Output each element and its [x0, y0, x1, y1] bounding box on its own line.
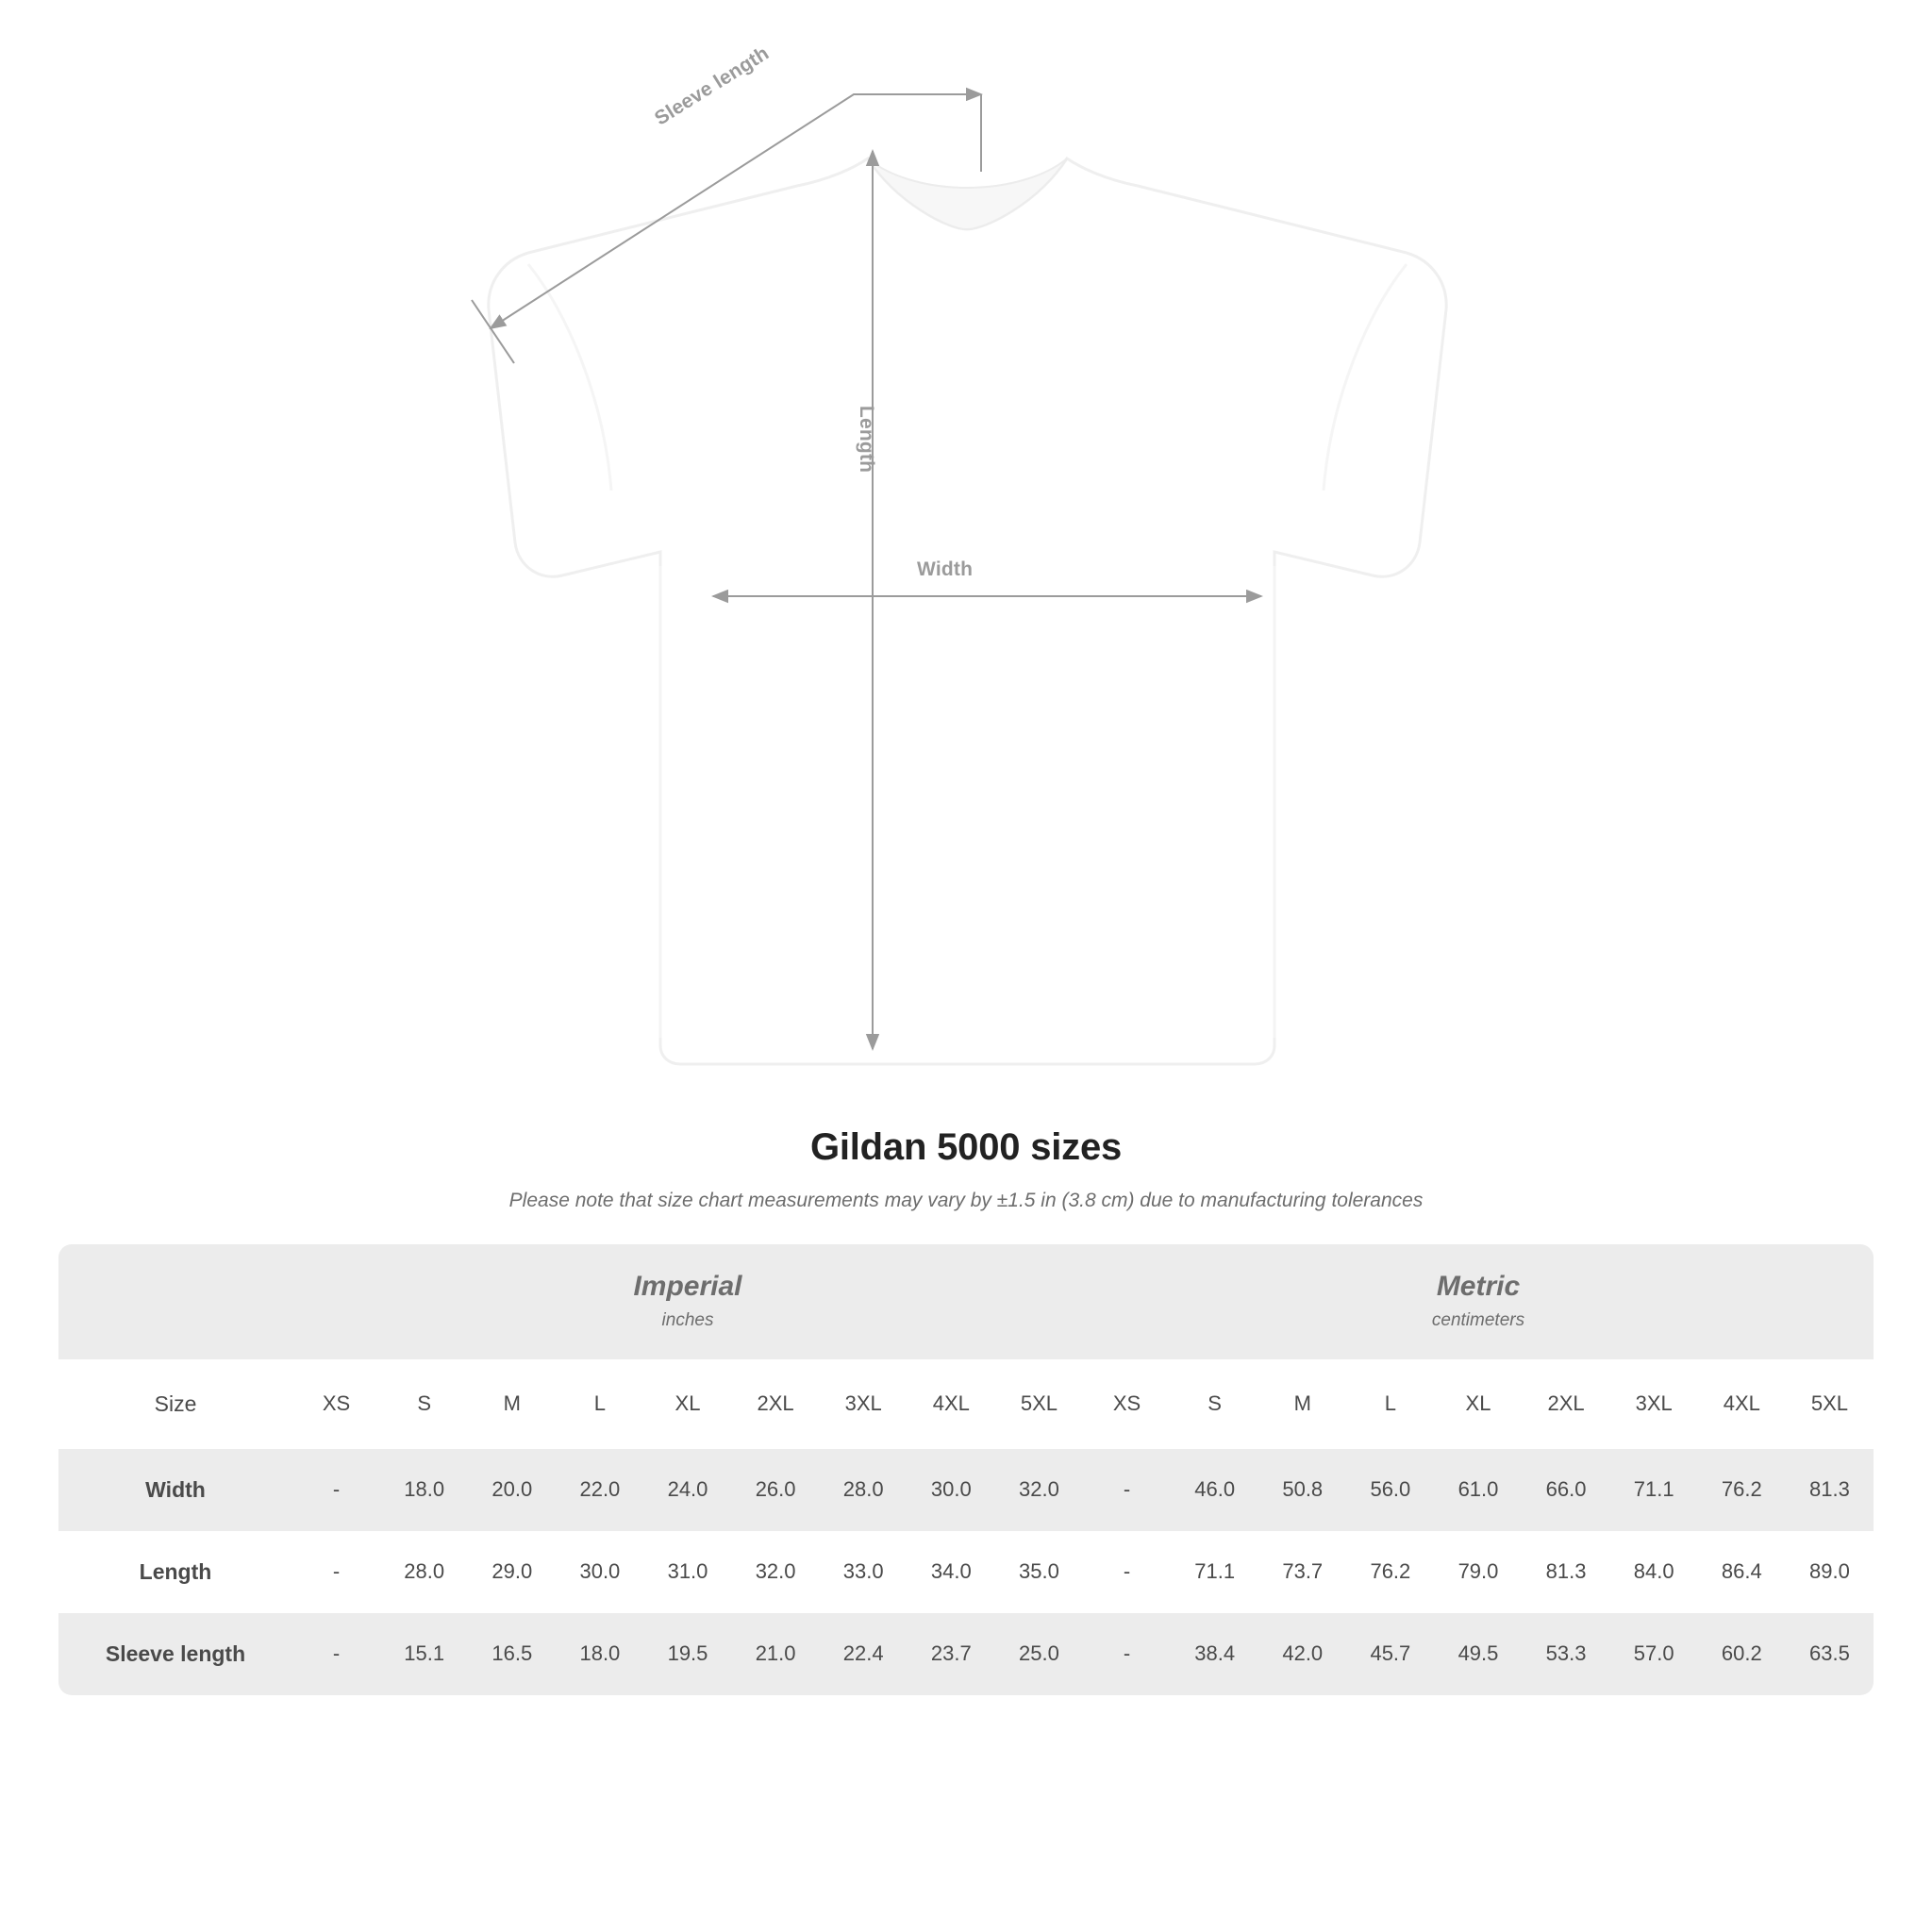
cell-length-metric-3xl: 84.0: [1610, 1531, 1698, 1613]
cell-length-imperial-xs: -: [292, 1531, 380, 1613]
size-header-imperial-l: L: [556, 1359, 643, 1449]
size-table: [58, 1244, 1874, 1695]
cell-width-metric-m: 50.8: [1258, 1449, 1346, 1531]
cell-sleeve-metric-5xl: 63.5: [1786, 1613, 1874, 1695]
size-header-imperial-m: M: [468, 1359, 556, 1449]
title-block: [0, 1126, 1932, 1212]
size-header-imperial-4xl: 4XL: [908, 1359, 995, 1449]
size-header-imperial-3xl: 3XL: [820, 1359, 908, 1449]
cell-sleeve-metric-xl: 49.5: [1434, 1613, 1522, 1695]
cell-length-imperial-3xl: 33.0: [820, 1531, 908, 1613]
length-label: Length: [856, 406, 877, 474]
cell-width-imperial-l: 22.0: [556, 1449, 643, 1531]
cell-sleeve-metric-xs: -: [1083, 1613, 1171, 1695]
unit-group-imperial-name: Imperial: [633, 1271, 742, 1302]
cell-sleeve-metric-2xl: 53.3: [1523, 1613, 1610, 1695]
cell-length-metric-xs: -: [1083, 1531, 1171, 1613]
cell-length-metric-s: 71.1: [1171, 1531, 1258, 1613]
cell-sleeve-imperial-l: 18.0: [556, 1613, 643, 1695]
cell-length-imperial-l: 30.0: [556, 1531, 643, 1613]
cell-sleeve-imperial-xs: -: [292, 1613, 380, 1695]
cell-width-metric-4xl: 76.2: [1698, 1449, 1786, 1531]
cell-sleeve-imperial-4xl: 23.7: [908, 1613, 995, 1695]
size-header-imperial-xs: XS: [292, 1359, 380, 1449]
cell-length-imperial-5xl: 35.0: [995, 1531, 1083, 1613]
cell-width-imperial-xl: 24.0: [643, 1449, 731, 1531]
size-header-metric-5xl: 5XL: [1786, 1359, 1874, 1449]
size-header-metric-m: M: [1258, 1359, 1346, 1449]
unit-group-metric: [1083, 1244, 1874, 1359]
unit-group-metric-name: Metric: [1436, 1271, 1521, 1302]
cell-sleeve-imperial-5xl: 25.0: [995, 1613, 1083, 1695]
cell-length-metric-2xl: 81.3: [1523, 1531, 1610, 1613]
cell-length-imperial-xl: 31.0: [643, 1531, 731, 1613]
cell-width-imperial-4xl: 30.0: [908, 1449, 995, 1531]
cell-sleeve-imperial-2xl: 21.0: [732, 1613, 820, 1695]
size-header-imperial-5xl: 5XL: [995, 1359, 1083, 1449]
width-label: Width: [917, 558, 974, 580]
cell-sleeve-metric-3xl: 57.0: [1610, 1613, 1698, 1695]
size-header-imperial-s: S: [380, 1359, 468, 1449]
cell-width-imperial-xs: -: [292, 1449, 380, 1531]
cell-sleeve-imperial-m: 16.5: [468, 1613, 556, 1695]
unit-group-imperial: [292, 1244, 1083, 1359]
size-header-imperial-xl: XL: [643, 1359, 731, 1449]
size-header-metric-xl: XL: [1434, 1359, 1522, 1449]
size-header-metric-l: L: [1346, 1359, 1434, 1449]
cell-width-imperial-m: 20.0: [468, 1449, 556, 1531]
cell-sleeve-metric-4xl: 60.2: [1698, 1613, 1786, 1695]
cell-width-metric-l: 56.0: [1346, 1449, 1434, 1531]
size-header-metric-s: S: [1171, 1359, 1258, 1449]
cell-length-imperial-s: 28.0: [380, 1531, 468, 1613]
cell-length-metric-xl: 79.0: [1434, 1531, 1522, 1613]
cell-width-imperial-5xl: 32.0: [995, 1449, 1083, 1531]
size-header-metric-xs: XS: [1083, 1359, 1171, 1449]
cell-width-metric-2xl: 66.0: [1523, 1449, 1610, 1531]
size-header-row: [58, 1359, 1874, 1449]
cell-length-metric-4xl: 86.4: [1698, 1531, 1786, 1613]
cell-sleeve-metric-m: 42.0: [1258, 1613, 1346, 1695]
cell-sleeve-imperial-s: 15.1: [380, 1613, 468, 1695]
cell-length-metric-l: 76.2: [1346, 1531, 1434, 1613]
size-header-label: Size: [58, 1359, 292, 1449]
cell-length-imperial-m: 29.0: [468, 1531, 556, 1613]
row-label-length: Length: [58, 1531, 292, 1613]
cell-width-metric-xs: -: [1083, 1449, 1171, 1531]
cell-sleeve-imperial-3xl: 22.4: [820, 1613, 908, 1695]
cell-width-metric-s: 46.0: [1171, 1449, 1258, 1531]
unit-group-metric-sub: centimeters: [1431, 1309, 1525, 1330]
cell-sleeve-imperial-xl: 19.5: [643, 1613, 731, 1695]
table-row: [58, 1449, 1874, 1531]
size-header-imperial-2xl: 2XL: [732, 1359, 820, 1449]
table-row: [58, 1613, 1874, 1695]
cell-sleeve-metric-s: 38.4: [1171, 1613, 1258, 1695]
size-header-metric-3xl: 3XL: [1610, 1359, 1698, 1449]
size-header-metric-2xl: 2XL: [1523, 1359, 1610, 1449]
cell-length-metric-5xl: 89.0: [1786, 1531, 1874, 1613]
cell-width-metric-3xl: 71.1: [1610, 1449, 1698, 1531]
row-label-width: Width: [58, 1449, 292, 1531]
size-header-metric-4xl: 4XL: [1698, 1359, 1786, 1449]
cell-width-metric-xl: 61.0: [1434, 1449, 1522, 1531]
cell-length-imperial-2xl: 32.0: [732, 1531, 820, 1613]
unit-row-spacer: [58, 1244, 292, 1359]
unit-group-row: [58, 1244, 1874, 1359]
page-title: Gildan 5000 sizes: [809, 1126, 1123, 1168]
cell-length-metric-m: 73.7: [1258, 1531, 1346, 1613]
tolerance-note: Please note that size chart measurements may vary by ±1.5 in (3.8 cm) due to manufacturing tolerances: [508, 1190, 1424, 1211]
table-row: [58, 1531, 1874, 1613]
sleeve-length-label: Sleeve length: [651, 42, 774, 130]
row-label-sleeve-length: Sleeve length: [58, 1613, 292, 1695]
cell-width-imperial-2xl: 26.0: [732, 1449, 820, 1531]
cell-width-imperial-s: 18.0: [380, 1449, 468, 1531]
cell-width-imperial-3xl: 28.0: [820, 1449, 908, 1531]
cell-width-metric-5xl: 81.3: [1786, 1449, 1874, 1531]
size-table-wrapper: [58, 1244, 1874, 1695]
tshirt-shape: [489, 158, 1446, 1064]
cell-sleeve-metric-l: 45.7: [1346, 1613, 1434, 1695]
cell-length-imperial-4xl: 34.0: [908, 1531, 995, 1613]
unit-group-imperial-sub: inches: [661, 1309, 714, 1330]
